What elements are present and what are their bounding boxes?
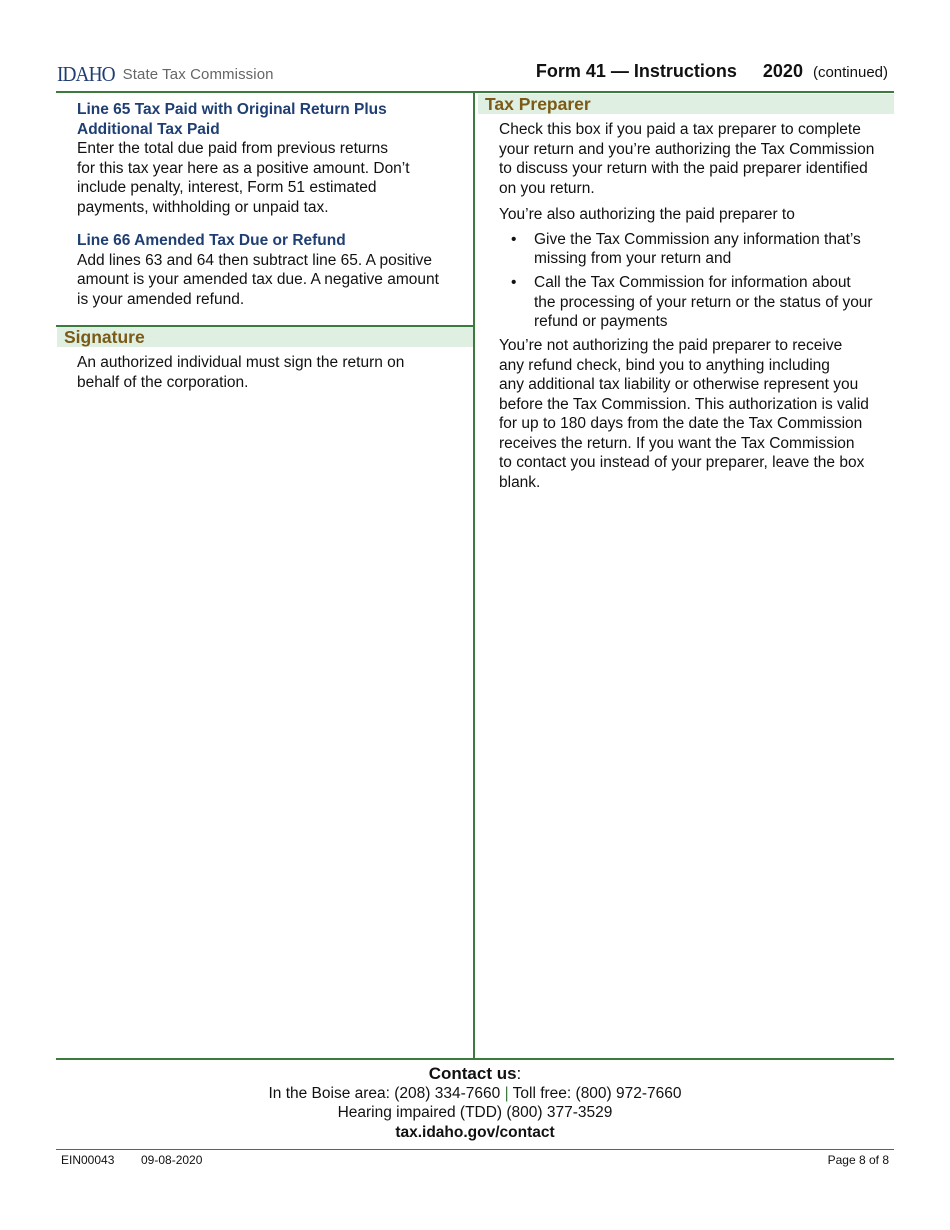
line65-section <box>77 100 457 217</box>
text-line: payments, withholding or unpaid tax. <box>77 198 329 216</box>
bullet-icon: • <box>511 230 517 248</box>
tax-preparer-heading: Tax Preparer <box>478 94 894 114</box>
header-divider <box>56 91 894 93</box>
column-divider <box>473 91 475 1058</box>
boise-phone: In the Boise area: (208) 334-7660 <box>268 1085 501 1102</box>
bullet-icon: • <box>511 274 517 291</box>
text-line: include penalty, interest, Form 51 estimated <box>77 179 377 196</box>
line66-heading: Line 66 Amended Tax Due or Refund <box>77 232 346 249</box>
text-line: Enter the total due paid from previous returns <box>77 140 389 157</box>
contact-footer <box>56 1063 894 1144</box>
list-item <box>499 230 899 269</box>
form-title: Form 41 — Instructions <box>535 61 737 81</box>
line66-body <box>77 251 457 310</box>
phone-separator: | <box>504 1085 509 1102</box>
text-line: any additional tax liability or otherwise represent you <box>499 376 859 393</box>
revision-date: 09-08-2020 <box>141 1153 203 1167</box>
contact-colon: : <box>516 1064 522 1083</box>
tax-preparer-section <box>499 120 899 492</box>
contact-heading <box>56 1063 894 1084</box>
tax-preparer-intro <box>499 120 899 198</box>
text-line: to contact you instead of your preparer, leave the box <box>499 454 865 471</box>
text-line: You’re not authorizing the paid preparer to receive <box>499 337 843 354</box>
signature-body <box>77 353 457 392</box>
text-line: for up to 180 days from the date the Tax Commission <box>499 415 863 432</box>
continued-label: (continued) <box>812 64 888 81</box>
logo-agency-name: State Tax Commission <box>122 65 274 83</box>
line66-section <box>77 231 457 309</box>
line65-heading-line: Additional Tax Paid <box>77 120 220 138</box>
contact-phones <box>56 1084 894 1103</box>
text-line: before the Tax Commission. This authorization is valid <box>499 395 869 413</box>
line65-heading-line: Line 65 Tax Paid with Original Return Plus <box>77 101 387 118</box>
footer-divider <box>56 1058 894 1060</box>
text-line: An authorized individual must sign the return on <box>77 354 405 371</box>
text-line: your return and you’re authorizing the Tax Commission <box>499 140 875 158</box>
text-line: Call the Tax Commission for information about <box>534 274 851 291</box>
text-line: Check this box if you paid a tax preparer to complete <box>499 121 861 138</box>
text-line: the processing of your return or the status of your <box>534 293 873 311</box>
tax-preparer-closing <box>499 336 899 492</box>
signature-heading: Signature <box>57 327 473 347</box>
bottom-divider <box>56 1149 894 1150</box>
text-line: refund or payments <box>534 313 668 330</box>
text-line: blank. <box>499 473 541 491</box>
text-line: Add lines 63 and 64 then subtract line 65. A positive <box>77 251 433 269</box>
page-header-title <box>536 61 888 82</box>
text-line: is your amended refund. <box>77 290 245 308</box>
form-code: EIN00043 <box>61 1153 115 1167</box>
text-line: missing from your return and <box>534 250 732 267</box>
text-line: amount is your amended tax due. A negative amount <box>77 271 439 288</box>
text-line: on you return. <box>499 179 595 197</box>
text-line: for this tax year here as a positive amount. Don’t <box>77 159 410 177</box>
contact-link[interactable]: tax.idaho.gov/contact <box>395 1124 555 1141</box>
tdd-phone: Hearing impaired (TDD) (800) 377-3529 <box>337 1104 613 1121</box>
tax-preparer-lead: You’re also authorizing the paid preparer to <box>499 206 795 223</box>
line65-body <box>77 139 457 217</box>
page-number: Page 8 of 8 <box>827 1153 889 1167</box>
list-item <box>499 273 899 332</box>
form-year: 2020 <box>762 61 803 81</box>
idaho-logo <box>57 62 274 86</box>
authorization-list <box>499 230 899 332</box>
text-line: receives the return. If you want the Tax Commission <box>499 434 855 452</box>
tollfree-phone: Toll free: (800) 972-7660 <box>512 1085 682 1102</box>
text-line: to discuss your return with the paid preparer identified <box>499 160 868 177</box>
contact-label: Contact us <box>428 1064 517 1083</box>
text-line: any refund check, bind you to anything including <box>499 356 830 374</box>
text-line: Give the Tax Commission any information that’s <box>534 230 861 248</box>
text-line: behalf of the corporation. <box>77 373 249 391</box>
logo-wordmark: IDAHO <box>57 61 115 86</box>
line65-heading <box>77 100 457 139</box>
